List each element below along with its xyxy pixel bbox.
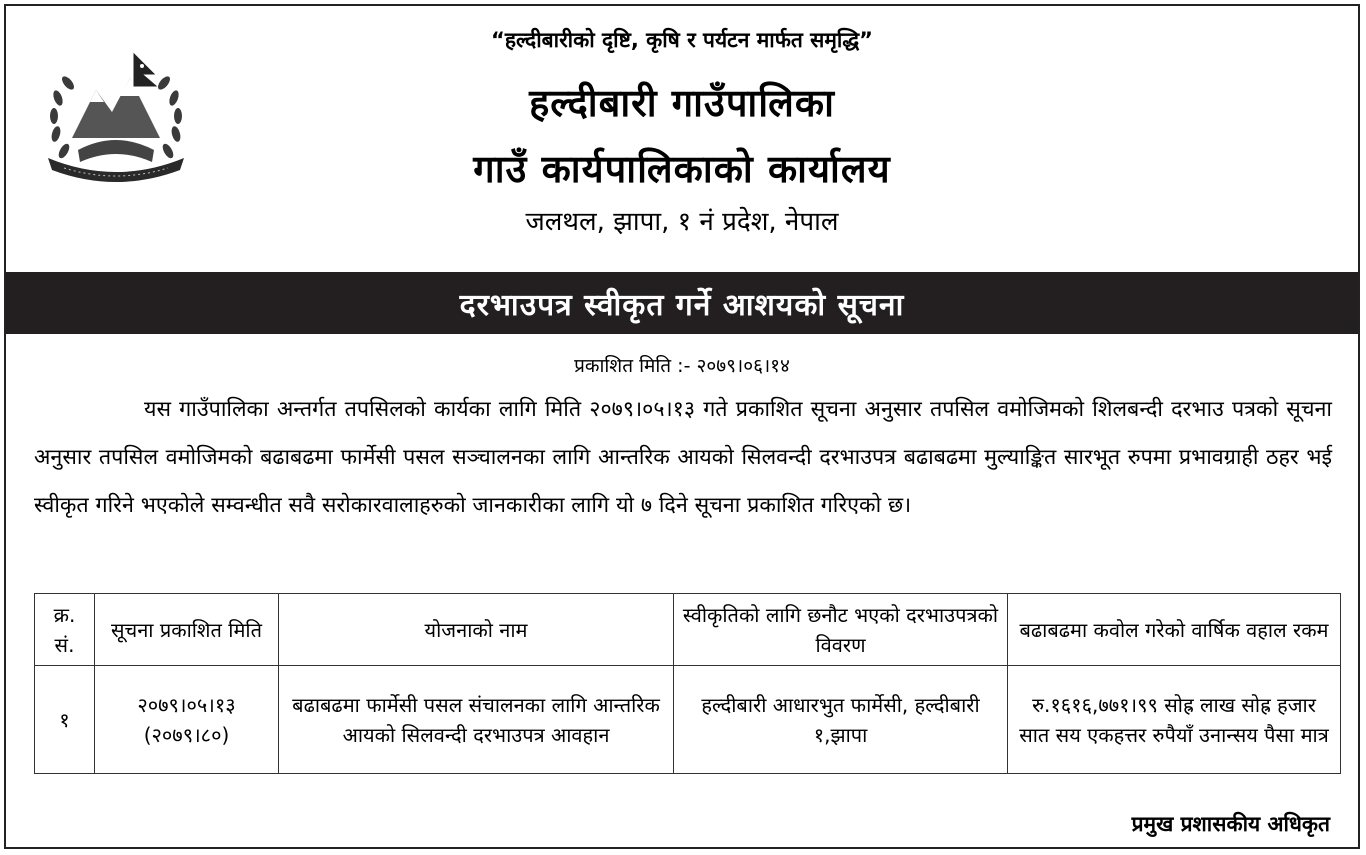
- cell-project: बढाबढमा फार्मेसी पसल संचालनका लागि आन्तरिक आयको सिलवन्दी दरभाउपत्र आवहान: [279, 666, 674, 774]
- office-address: जलथल, झापा, १ नं प्रदेश, नेपाल: [525, 207, 839, 237]
- notice-title-banner: [6, 272, 1358, 334]
- table-header-row: [35, 594, 1341, 666]
- office-header: [6, 6, 1358, 268]
- column-header-sn: क्र. सं.: [35, 594, 95, 666]
- table-row: [35, 666, 1341, 774]
- cell-date-line2: (२०७९।८०): [143, 722, 230, 747]
- cell-date: [95, 666, 279, 774]
- notice-title: दरभाउपत्र स्वीकृत गर्ने आशयको सूचना: [459, 287, 905, 323]
- office-name: गाउँ कार्यपालिकाको कार्यालय: [473, 147, 891, 191]
- publish-date: प्रकाशित मिति :- २०७९।०६।१४: [574, 355, 790, 377]
- column-header-amount: बढाबढमा कवोल गरेको वार्षिक वहाल रकम: [1008, 594, 1341, 666]
- column-header-date: सूचना प्रकाशित मिति: [95, 594, 279, 666]
- column-header-project: योजनाको नाम: [279, 594, 674, 666]
- tender-table: [34, 593, 1341, 774]
- cell-amount: रु.१६१६,७७१।९९ सोह्र लाख सोह्र हजार सात सय एकहत्तर रुपैयाँ उनान्सय पैसा मात्र: [1008, 666, 1341, 774]
- municipality-name: हल्दीबारी गाउँपालिका: [529, 81, 835, 125]
- public-notice: [4, 4, 1360, 849]
- cell-sn: १: [35, 666, 95, 774]
- signatory-title: प्रमुख प्रशासकीय अधिकृत: [1131, 812, 1330, 836]
- cell-date-line1: २०७९।०५।१३: [137, 692, 236, 717]
- column-header-bidder: स्वीकृतिको लागि छनौट भएको दरभाउपत्रको विवरण: [674, 594, 1008, 666]
- cell-bidder: हल्दीबारी आधारभुत फार्मेसी, हल्दीबारी १,झापा: [674, 666, 1008, 774]
- notice-paragraph: यस गाउँपालिका अन्तर्गत तपसिलको कार्यका लागि मिति २०७९।०५।१३ गते प्रकाशित सूचना अनुसार तपसिल वमोजिमको शिलबन्दी दरभाउ पत्रको सूचना अनुसार तपसिल वमोजिमको बढाबढमा फार्मेसी पसल सञ्चालनका लागि आन्तरिक आयको सिलवन्दी दरभाउपत्र बढाबढमा मुल्याङ्कित सारभूत रुपमा प्रभावग्राही ठहर भई स्वीकृत गरिने भएकोले सम्वन्धीत सवै सरोकारवालाहरुको जानकारीका लागि यो ७ दिने सूचना प्रकाशित गरिएको छ।: [34, 397, 1332, 518]
- office-slogan: “हल्दीबारीको दृष्टि, कृषि र पर्यटन मार्फत समृद्धि”: [491, 28, 873, 52]
